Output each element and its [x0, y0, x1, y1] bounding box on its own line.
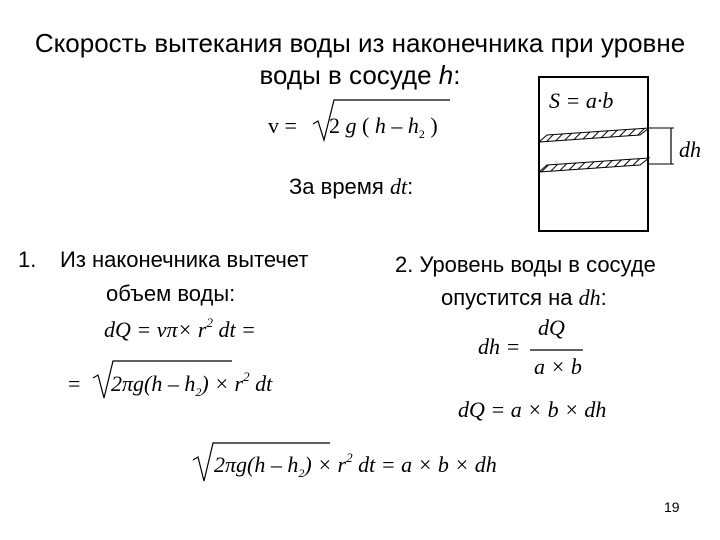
velocity-paren-close: ) — [430, 113, 438, 138]
point1-formula2-eq: = — [68, 371, 81, 396]
velocity-h: h — [374, 113, 386, 138]
box-area-label: S = a·b — [549, 88, 614, 113]
velocity-h2-sub: 2 — [418, 127, 425, 141]
point2-line2-text: опустится на — [441, 285, 579, 310]
time-suffix: : — [407, 174, 414, 199]
point2-formula1-denominator: a × b — [534, 354, 582, 379]
title-line-2-colon: : — [453, 60, 461, 90]
final-radical — [193, 443, 330, 481]
page-number: 19 — [664, 499, 680, 515]
point1-formula1-text: dQ = vπ× r — [104, 317, 207, 342]
velocity-paren-open: ( — [362, 113, 370, 138]
velocity-two: 2 — [329, 113, 340, 138]
velocity-g: g — [345, 113, 357, 138]
time-prefix: За время — [289, 174, 390, 199]
point1-formula2-close: ) — [201, 371, 209, 396]
title-line-2-var: h — [438, 60, 454, 90]
final-formula-close: ) — [304, 452, 312, 477]
point2-formula2: dQ = a × b × dh — [458, 397, 607, 422]
final-formula-sub: 2 — [298, 466, 305, 480]
point1-formula2-times: × r — [214, 371, 244, 396]
final-formula-rad: 2πg(h – h — [214, 452, 299, 477]
velocity-radical — [313, 100, 450, 140]
point1-formula2-tail: dt — [255, 371, 273, 396]
point1-formula2-sub: 2 — [195, 385, 202, 399]
point2-line2-colon: : — [600, 285, 607, 310]
box-dh-label: dh — [679, 137, 701, 162]
point1-formula1-tail: dt = — [218, 317, 256, 342]
point1-radical — [93, 361, 232, 398]
final-formula-sup: 2 — [346, 450, 353, 465]
point2-line1: 2. Уровень воды в сосуде — [395, 252, 656, 277]
final-formula-times: × r — [317, 452, 347, 477]
point1-line2: объем воды: — [106, 281, 236, 306]
point2-formula1-lhs: dh = — [478, 334, 521, 359]
upper-level-hatch — [539, 128, 649, 142]
point1-number: 1. — [18, 247, 37, 272]
title-line-1: Скорость вытекания воды из наконечника при уровне — [34, 28, 686, 58]
velocity-lhs: v = — [268, 113, 297, 138]
velocity-h2: h — [407, 113, 419, 138]
lower-level-hatch — [539, 158, 649, 172]
velocity-minus: – — [391, 113, 403, 138]
point1-formula2-rad: 2πg(h – h — [111, 371, 196, 396]
point1-formula1-sup: 2 — [206, 315, 213, 330]
title-line-2-text: воды в сосуде — [259, 60, 439, 90]
vessel-box — [539, 77, 648, 231]
final-formula-tail: dt = a × b × dh — [358, 452, 497, 477]
point1-line1: Из наконечника вытечет — [60, 247, 309, 272]
point2-formula1-numerator: dQ — [538, 315, 565, 340]
point1-formula2-sup: 2 — [243, 369, 250, 384]
point2-line2-var: dh — [578, 285, 601, 310]
time-var: dt — [389, 174, 408, 199]
